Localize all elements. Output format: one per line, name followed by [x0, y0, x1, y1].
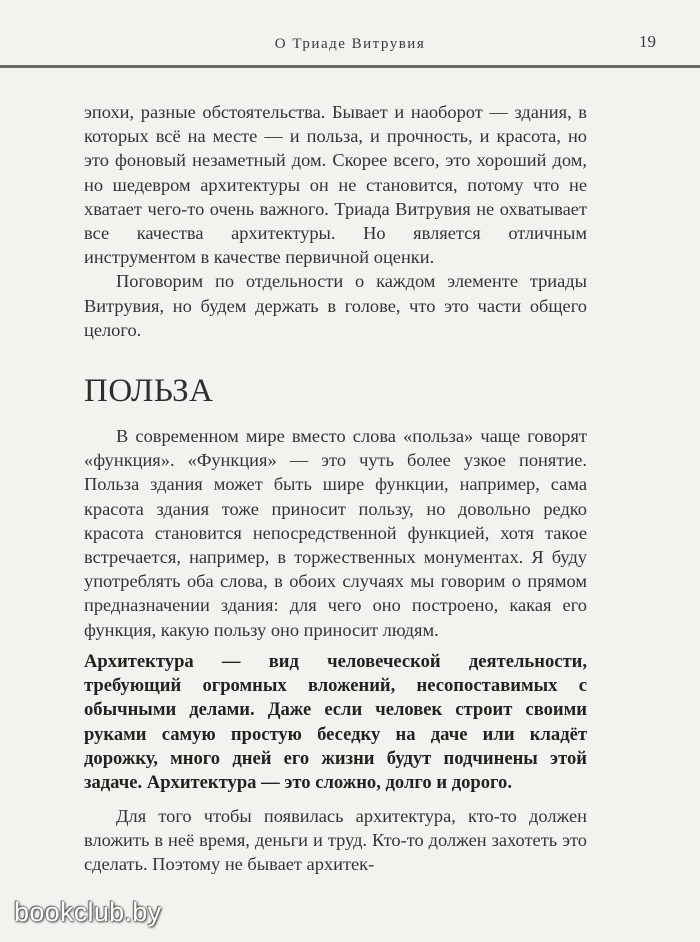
page-body: [84, 100, 587, 876]
paragraph-triad: Поговорим по отдельности о каждом элементе триады Витрувия, но будем держать в голове, что это части общего целого.: [84, 271, 587, 340]
page-number: 19: [639, 32, 656, 51]
paragraph-function: В современном мире вместо слова «польза» чаще говорят «функция». «Функция» — это чуть более узкое понятие. Польза здания может быть шире функции, например, сама красота здания тоже приносит пользу, но довольно редко красота становится непосредственной функцией, хотя такое встречается, например, в торжественных монументах. Я буду употреблять оба слова, в обоих случаях мы говорим о прямом предназначении здания: для чего оно построено, какая его функция, какую пользу оно приносит людям.: [84, 426, 587, 640]
watermark-logo: bookclub.by: [14, 897, 162, 927]
running-header: [0, 0, 700, 70]
paragraph-intro: эпохи, разные обстоятельства. Бывает и наоборот — здания, в которых всё на месте — и польза, и прочность, и красота, но это фоновый незаметный дом. Скорее всего, это хороший дом, но шедевром архитектуры он не становится, потому что не хватает чего-то очень важного. Триада Витрувия не охватывает все качества архитектуры. Но является отличным инструментом в качестве первичной оценки.: [84, 102, 587, 268]
highlight-paragraph: Архитектура — вид человеческой деятельности, требующий огромных вложений, несопоставимых с обычными делами. Даже если человек строит своими руками самую простую беседку на даче или кладёт дорожку, много дней его жизни будут подчинены этой задаче. Архитектура — это сложно, долго и дорого.: [84, 650, 587, 794]
paragraph-closing: Для того чтобы появилась архитектура, кто-то должен вложить в неё время, деньги и труд. Кто-то должен захотеть это сделать. Поэтому не бывает архитек-: [84, 805, 587, 875]
running-title: О Триаде Витрувия: [274, 36, 426, 52]
section-heading: ПОЛЬЗА: [84, 373, 214, 410]
header-rule: [0, 65, 700, 68]
